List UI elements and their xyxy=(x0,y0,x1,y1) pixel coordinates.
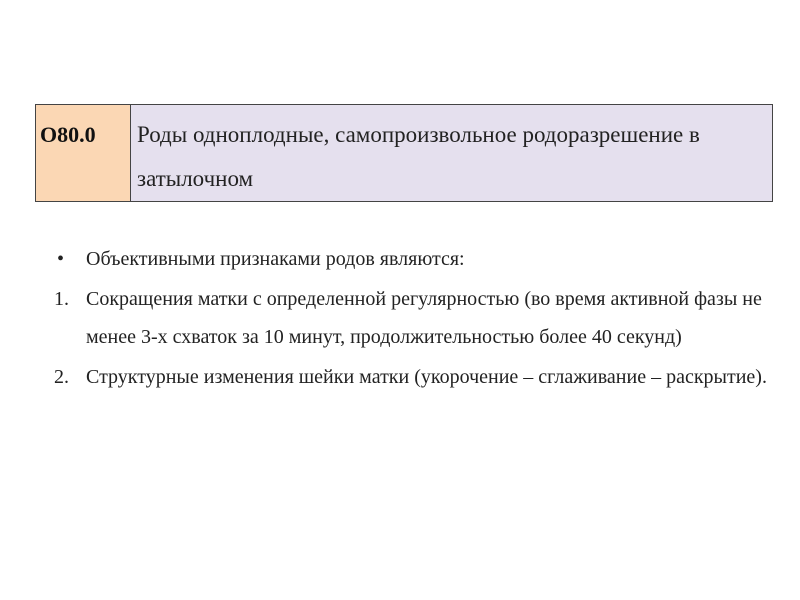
diagnosis-code-row xyxy=(36,105,773,202)
criteria-list xyxy=(54,240,774,396)
intro-bullet-item xyxy=(54,240,774,278)
list-item xyxy=(54,280,774,356)
diagnosis-description-cell xyxy=(131,105,773,202)
list-item-text: Сокращения матки с определенной регулярностью (во время активной фазы не менее 3-х схваток за 10 минут, продолжительностью более 40 секунд) xyxy=(86,288,762,348)
diagnosis-code-cell xyxy=(36,105,131,202)
list-item-text: Структурные изменения шейки матки (укорочение – сглаживание – раскрытие). xyxy=(86,366,767,388)
diagnosis-code: O80.0 xyxy=(40,122,96,147)
list-item-number: 2. xyxy=(54,366,69,388)
diagnosis-code-table xyxy=(35,104,773,202)
diagnosis-description: Роды одноплодные, самопроизвольное родоразрешение в затылочном xyxy=(137,122,700,191)
list-item-number: 1. xyxy=(54,288,69,310)
list-item xyxy=(54,358,774,396)
intro-bullet-text: Объективными признаками родов являются: xyxy=(86,248,465,270)
bullet-icon: • xyxy=(57,248,65,270)
